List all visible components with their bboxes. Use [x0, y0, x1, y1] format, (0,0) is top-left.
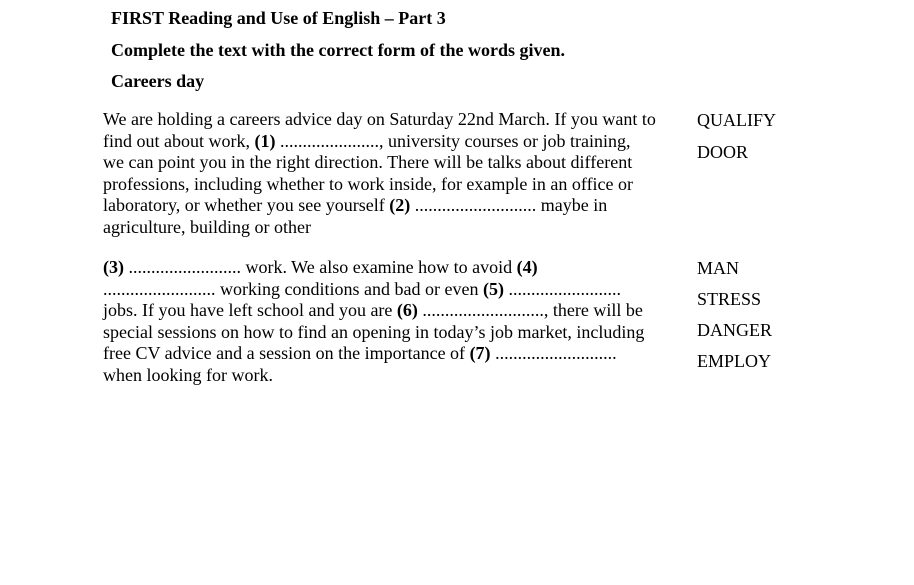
gap-number-3: (3) [103, 257, 124, 277]
text-line [103, 257, 644, 279]
gap-7[interactable]: ........................... [490, 343, 617, 364]
text-line: find out about work, (1) ......................, university courses or job training, [103, 130, 631, 151]
text-line: when looking for work. [103, 364, 273, 385]
gap-2[interactable]: ........................... maybe in [410, 195, 608, 216]
text-line: special sessions on how to find an opening in today’s job market, including [103, 321, 645, 342]
text-line: We are holding a careers advice day on Saturday 22nd March. If you want to [103, 109, 656, 129]
text-title: Careers day [111, 71, 205, 91]
gap-number-2: (2) [389, 195, 411, 216]
text-line [103, 279, 644, 301]
word-qualify: QUALIFY [697, 110, 776, 130]
gap-number-5: (5) [482, 278, 504, 299]
word-danger: DANGER [697, 320, 772, 340]
text-line: agriculture, building or other [103, 216, 311, 237]
word-stress: STRESS [697, 289, 762, 309]
gap-3[interactable]: ......................... work. We also examine how to avoid [124, 257, 517, 277]
paragraph-1 [103, 109, 656, 239]
gap-number-4: (4) [516, 257, 538, 277]
text-line: we can point you in the right direction. There will be talks about different [103, 152, 633, 173]
gap-number-1: (1) [254, 130, 276, 151]
text-line: free CV advice and a session on the importance of (7) ........................... [103, 343, 617, 364]
gap-6[interactable]: ..........................., there will be [417, 300, 643, 321]
text-line: jobs. If you have left school and you are (6) ..........................., there will be [103, 300, 643, 321]
gap-number-7: (7) [469, 343, 491, 364]
gap-number-6: (6) [396, 300, 418, 321]
gap-5[interactable]: ......................... [503, 278, 621, 299]
word-door: DOOR [697, 142, 749, 162]
text-line: laboratory, or whether you see yourself (2) ........................... maybe in [103, 195, 608, 216]
page-title: FIRST Reading and Use of English – Part 3 [111, 8, 446, 28]
text-line: professions, including whether to work inside, for example in an office or [103, 173, 634, 194]
gap-4[interactable]: ......................... working conditions and bad or even [103, 278, 483, 299]
paragraph-2 [103, 257, 644, 387]
word-employ: EMPLOY [697, 351, 772, 371]
instructions: Complete the text with the correct form of the words given. [111, 40, 566, 60]
word-man: MAN [697, 258, 740, 278]
gap-1[interactable]: ......................, university courses or job training, [275, 130, 631, 151]
